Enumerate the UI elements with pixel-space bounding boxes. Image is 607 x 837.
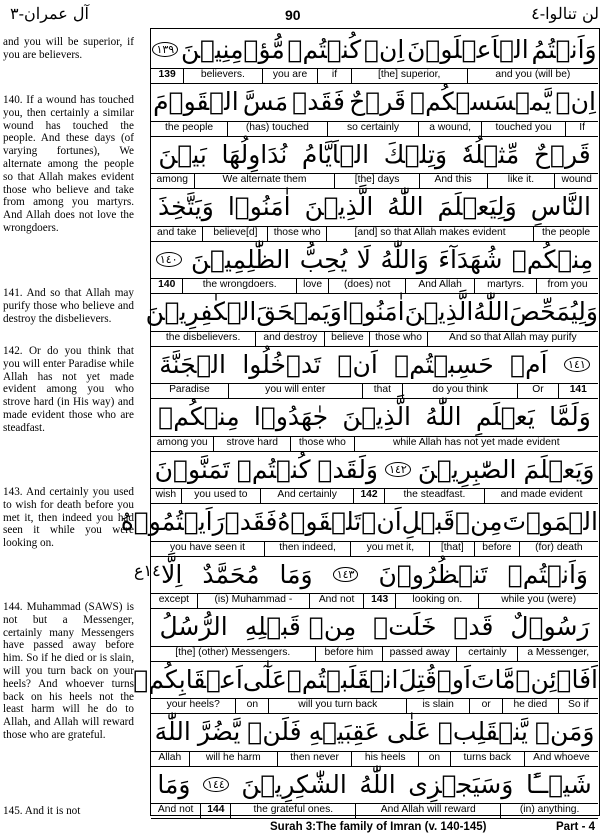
translation-word: while Allah has not yet made evident (392, 436, 560, 448)
arabic-word: اللّٰهُ (473, 297, 510, 326)
arabic-line (151, 764, 598, 804)
verse-line (151, 554, 598, 607)
commentary-paragraph: 140. If a wound has touched you, then certainly a similar wound has touched the people. And these days (of varying fortunes), We alternate among the people so that Allah makes evident those who believe and take from among you martyrs. And Allah does not love the wrongdoers. (3, 94, 134, 234)
translation-word: a wound, (419, 122, 481, 136)
translation-word: the grateful ones. (231, 804, 356, 818)
translation-word: 141 (569, 384, 587, 395)
translation-word: (in) anything. (519, 804, 580, 815)
translation-word: do you think (403, 384, 518, 398)
arabic-word: الۡجَنَّةَ (159, 349, 226, 379)
arabic-word: حَسِبۡتُمۡ (394, 349, 494, 379)
translation-word: he died (503, 699, 558, 713)
verse-line (145, 292, 598, 345)
translation-word: will you turn back (269, 699, 407, 713)
verse-line (151, 82, 598, 135)
arabic-word: مَّاتَ (470, 664, 516, 694)
page-number: 90 (285, 7, 301, 23)
arabic-word: اللّٰهُ (387, 192, 424, 221)
translation-word: the wrongdoers. (183, 279, 296, 293)
arabic-line (151, 187, 598, 227)
arabic-word: فَقَدۡ (292, 87, 345, 116)
arabic-word: الظّٰلِمِيۡنَ (190, 244, 291, 274)
translation-word: a Messenger, (527, 646, 590, 658)
verse-number-marker: ١٤٢ (385, 462, 411, 477)
arabic-word: وَيَمۡحَقَ (256, 297, 342, 326)
arabic-word: انۡقَلَبۡتُمۡ (286, 664, 399, 694)
commentary-paragraph: 144. Muhammad (SAWS) is not but a Messenger, certainly many Messengers have passed away before him. So if he died or is slain, will you turn back on your heels? And whoever turns back on his heels not the least harm will he do to Allah, and Allah will reward those who are grateful. (3, 601, 134, 741)
arabic-word: اَوۡ (436, 664, 471, 694)
arabic-word: الصّٰبِرِيۡنَ (417, 454, 517, 484)
translation-word: love (297, 279, 329, 293)
arabic-line (151, 82, 598, 122)
part-footer: Part - 4 (556, 821, 595, 833)
translation-word: your heels? (151, 699, 236, 713)
translation-word: on (419, 752, 450, 766)
commentary-paragraph: 145. And it is not (3, 805, 81, 817)
translation-word: (does) not (329, 279, 406, 293)
translation-word: martyrs. (475, 279, 537, 293)
page-header (0, 0, 607, 28)
translation-word: [the] days (335, 174, 419, 188)
arabic-word: اَنۡ (361, 507, 402, 536)
arabic-word: قُتِلَ (398, 664, 437, 694)
commentary-paragraph: and you will be superior, if you are believers. (3, 36, 134, 61)
arabic-word: نُدَاوِلُهَا (221, 139, 288, 169)
arabic-word: وَمَنۡ (534, 717, 595, 746)
arabic-word: الۡمَوۡتَ (502, 507, 598, 536)
arabic-line (145, 292, 598, 332)
arabic-word: يَعۡلَمِ (475, 402, 535, 431)
translation-word: that (363, 384, 403, 398)
verse-line (151, 449, 598, 502)
arabic-word: وَاللّٰهُ (380, 244, 429, 274)
arabic-word: اللّٰهُ (425, 402, 462, 431)
arabic-word: عَلٰى (386, 717, 431, 746)
arabic-word: رَاَيۡتُمُوۡهُ (120, 507, 225, 536)
translation-word: (has) touched (228, 122, 327, 136)
translation-word: 144 (201, 804, 231, 818)
translation-word: And certainly (261, 489, 354, 503)
verse-line (151, 607, 598, 660)
arabic-word: اِنۡ (555, 87, 596, 116)
page-footer (0, 820, 607, 837)
translation-word: before him (316, 647, 384, 661)
verse-line (120, 502, 598, 555)
arabic-word: اَعۡقَابِكُمۡ (133, 664, 243, 694)
translation-word: from you (547, 279, 588, 290)
commentary-paragraph: 142. Or do you think that you will enter Paradise while Allah has not yet made evident among you who strove hard (in His way) and made evident those who are steadfast. (3, 345, 134, 434)
arabic-word: اِلَّا (161, 559, 183, 589)
arabic-word: وَمَا (157, 769, 191, 799)
translation-word: you met it, (351, 542, 430, 556)
translation-word: is slain (407, 699, 470, 713)
arabic-word: الۡاَيَّامُ (301, 139, 370, 169)
translation-word: so certainly (328, 122, 420, 136)
translation-word: 140 (151, 279, 183, 293)
translation-word: and take (151, 227, 203, 241)
translation-word: 142 (354, 489, 385, 503)
arabic-word: وَلِيَعۡلَمَ (437, 192, 517, 221)
arabic-word: مِنۡ (455, 507, 503, 536)
arabic-word: مِنۡكُمۡ (158, 402, 240, 431)
translation-word: like it. (488, 174, 556, 188)
verse-line (151, 187, 598, 240)
translation-word: you are (263, 69, 319, 83)
arabic-word: الَّذِيۡنَ (304, 192, 374, 221)
translation-word: And Allah will reward (356, 804, 501, 818)
arabic-word: قَرۡحٌ (533, 139, 591, 169)
arabic-word: يُحِبُّ (299, 244, 348, 274)
translation-word: you used to (182, 489, 261, 503)
translation-word: We alternate them (195, 174, 336, 188)
arabic-line (151, 239, 598, 279)
arabic-word: وَاَنۡتُمُ (531, 34, 597, 64)
arabic-word: وَيَتَّخِذَ (158, 192, 214, 221)
commentary-paragraph: 141. And so that Allah may purify those who believe and destroy the disbelievers. (3, 287, 134, 325)
translation-word: And not (310, 594, 364, 608)
arabic-word: اٰمَنُوۡا (227, 192, 291, 221)
arabic-line (151, 712, 598, 752)
arabic-line (151, 134, 598, 174)
arabic-word: الشّٰكِرِيۡنَ (241, 769, 347, 799)
translation-line (151, 803, 598, 819)
verse-number-marker: ١٤١ (564, 357, 590, 372)
arabic-word: وَلِيُمَحِّصَ (509, 297, 598, 326)
arabic-word: تَنۡظُرُوۡنَ (378, 559, 488, 589)
arabic-word: خَلَتۡ (373, 612, 437, 641)
verse-line (151, 29, 598, 82)
translation-word: or (470, 699, 503, 713)
arabic-word: فَقَدۡ (224, 507, 278, 536)
translation-word: those who (291, 437, 354, 451)
arabic-word: قَدۡ (453, 612, 494, 641)
translation-word: [and] so that Allah makes evident (327, 227, 534, 241)
surah-footer: Surah 3:The family of Imran (v. 140-145) (270, 821, 487, 833)
translation-word: his heels (352, 752, 419, 766)
translation-word: wish (151, 489, 182, 503)
arabic-word: يَّنۡقَلِبۡ (437, 717, 528, 746)
translation-word: before (475, 542, 520, 556)
arabic-word: رَسُوۡلٌ (510, 612, 590, 641)
arabic-word: اَمۡ (510, 349, 548, 379)
arabic-word: النَّاسِ (530, 192, 591, 221)
arabic-word: الَّذِيۡنَ (342, 402, 412, 431)
arabic-word: عَلٰٓى (242, 664, 287, 694)
arabic-word: مِّثۡلُهٗ (461, 139, 520, 169)
translation-word: (for) death (535, 541, 583, 553)
translation-word: (is) Muhammad - (198, 594, 310, 608)
arabic-word: قَرۡحٌ (349, 87, 406, 116)
arabic-word: وَمَا (279, 559, 313, 589)
arabic-line (151, 29, 598, 69)
arabic-word: الۡاَعۡلَوۡنَ (407, 34, 529, 64)
arabic-word: وَلَمَّا (549, 402, 591, 431)
arabic-word: تَمَنَّوۡنَ (154, 454, 230, 484)
arabic-word: يَّمۡسَسۡكُمۡ (410, 87, 552, 116)
translation-word: And whoeve (533, 751, 590, 763)
translation-word: you have seen it (151, 542, 265, 556)
translation-word: the disbelievers. (151, 332, 256, 346)
translation-word: believe[d] (203, 227, 268, 241)
translation-word: wound (561, 174, 592, 185)
arabic-word: مَسَّ (242, 87, 289, 116)
translation-word: Allah (151, 752, 190, 766)
arabic-word: وَاَنۡتُمۡ (507, 559, 588, 589)
verse-line (151, 344, 598, 397)
translation-word: among you (151, 437, 214, 451)
arabic-word: اٰمَنُوۡا (341, 297, 405, 326)
arabic-word: كُنۡتُمۡ (236, 454, 311, 484)
translation-word: certainly (457, 647, 518, 661)
arabic-word: يَّضُرَّ (197, 717, 241, 746)
arabic-line (151, 449, 598, 489)
verse-line (151, 397, 598, 450)
translation-word: looking on. (396, 594, 479, 608)
translation-word: Paradise (151, 384, 229, 398)
arabic-line (133, 659, 598, 699)
verse-line (151, 134, 598, 187)
arabic-word: قَبۡلِ (401, 507, 456, 536)
translation-word: and made evident (500, 489, 583, 500)
arabic-word: تَلۡقَوۡهُ (277, 507, 362, 536)
translation-word: strove hard (214, 437, 291, 451)
translation-word: 139 (151, 69, 184, 83)
translation-word: then indeed, (265, 542, 351, 556)
arabic-word: الۡكٰفِرِيۡنَ (145, 297, 257, 326)
verse-line (133, 659, 598, 712)
arabic-word: شَيۡــًٔا (525, 769, 592, 799)
translation-word: the steadfast. (385, 489, 485, 503)
translation-word: And this (420, 174, 488, 188)
arabic-line (151, 554, 598, 594)
translation-word: Or (518, 384, 558, 398)
surah-header: آل عمران-٣ (10, 4, 89, 23)
translation-word: and destroy (256, 332, 325, 346)
translation-word: And Allah (406, 279, 475, 293)
translation-word: the people (151, 122, 228, 136)
juz-header: لن تنالوا-٤ (531, 4, 599, 23)
translation-word: while you (were) (501, 594, 577, 605)
arabic-word: وَتِلۡكَ (383, 139, 448, 169)
arabic-word: الۡقَوۡمَ (153, 87, 239, 116)
translation-word: the people (542, 226, 591, 238)
translation-word: If (579, 121, 586, 133)
arabic-word: مُّؤۡمِنِيۡنَ (180, 34, 285, 64)
translation-word: And so that Allah may purify (448, 331, 577, 343)
translation-word: [that] (430, 542, 475, 556)
translation-word: among (151, 174, 195, 188)
translation-word: believers. (184, 69, 262, 83)
arabic-word: اللّٰهَ (154, 717, 191, 746)
arabic-word: بَيۡنَ (158, 139, 207, 169)
arabic-word: مِنۡ قَبۡلِهِ (244, 612, 357, 641)
translation-word: and you (will be) (495, 69, 571, 80)
translation-word: then never (278, 752, 352, 766)
translation-word: turns back (451, 752, 525, 766)
arabic-word: اللّٰهُ (359, 769, 396, 799)
arabic-word: اَنۡ (337, 349, 378, 379)
arabic-word: جٰهَدُوۡا (253, 402, 329, 431)
translation-word: will he harm (190, 752, 278, 766)
translation-word: except (151, 594, 198, 608)
verse-line (151, 764, 598, 817)
translation-word: So if (567, 699, 589, 710)
arabic-word: وَيَعۡلَمَ (523, 454, 595, 484)
translation-word: touched you (482, 122, 567, 136)
arabic-word: مِنۡكُمۡ (511, 244, 594, 274)
translation-word: passed away (383, 647, 457, 661)
arabic-word: اَفَا۟ئِنۡ (515, 664, 598, 694)
translation-word: 143 (364, 594, 396, 608)
arabic-word: عَقِبَيۡهِ (308, 717, 380, 746)
translation-word: believe (325, 332, 370, 346)
commentary-paragraph: 143. And certainly you used to wish for death before you met it, then indeed you had seen it while you were looking on. (3, 486, 134, 550)
verse-line (151, 712, 598, 765)
arabic-line (151, 607, 598, 647)
translation-word: [the] (other) Messengers. (151, 647, 316, 661)
verse-number-marker: ١٤٤ (203, 777, 229, 792)
arabic-line (151, 344, 598, 384)
arabic-word: فَلَنۡ (247, 717, 302, 746)
arabic-word: لَا (356, 244, 372, 274)
arabic-word: تَدۡخُلُوا (242, 349, 322, 379)
arabic-word: كُنۡتُمۡ (287, 34, 362, 64)
verse-number-marker: ١٣٩ (152, 42, 178, 57)
arabic-word: وَسَيَجۡزِى (408, 769, 514, 799)
translation-word: you will enter (229, 384, 363, 398)
verse-number-marker: ١٤٠ (156, 252, 182, 267)
arabic-word: الرُّسُلُ (159, 612, 228, 641)
verse-number-marker: ١٤٣ (333, 567, 359, 582)
verse-line (151, 239, 598, 292)
arabic-word: الَّذِيۡنَ (404, 297, 474, 326)
rukuh-mark: ١٤ع (134, 561, 161, 580)
translation-word: [the] superior, (352, 69, 468, 83)
translation-word: on (236, 699, 269, 713)
arabic-line (151, 397, 598, 437)
arabic-word: اِنۡ (363, 34, 405, 64)
translation-word: if (318, 69, 351, 83)
arabic-word: وَلَقَدۡ (317, 454, 379, 484)
translation-word: And not (151, 804, 201, 818)
arabic-word: شُهَدَآءَ (438, 244, 503, 274)
translation-word: those who (370, 332, 427, 346)
arabic-word: مُحَمَّدٌ (202, 559, 260, 589)
translation-word: those who (268, 227, 327, 241)
arabic-line (120, 502, 598, 542)
